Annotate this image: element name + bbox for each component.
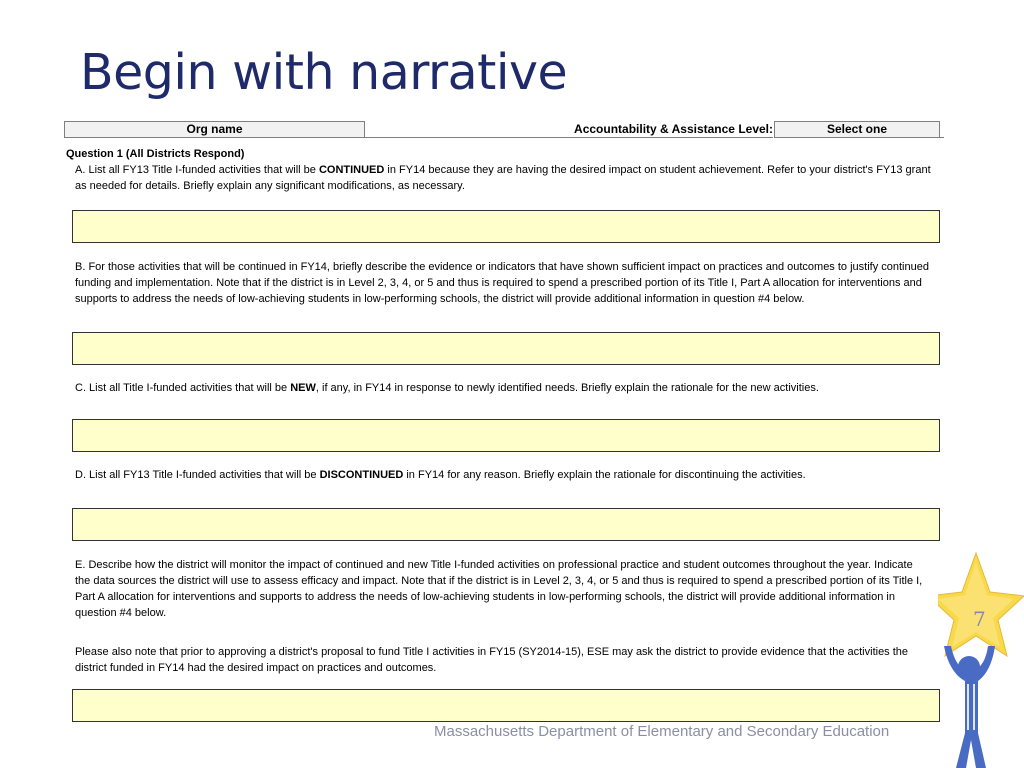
- slide-title: Begin with narrative: [80, 44, 568, 101]
- header-divider: [940, 137, 944, 138]
- footer-text: Massachusetts Department of Elementary and Secondary Education: [434, 723, 890, 740]
- answer-box-a[interactable]: [72, 210, 940, 243]
- level-select[interactable]: Select one: [774, 121, 940, 138]
- question-b-text: B. For those activities that will be continued in FY14, briefly describe the evidence or indicators that have shown sufficient impact on practices and outcomes to justify continued funding and implementation. Note that if the district is in Level 2, 3, 4, or 5 and thus is required to spend a prescribed portion of its Title I, Part A allocation for interventions and supports to address the needs of low-achieving students in low-performing schools, the district will provide additional information in question #4 below.: [75, 261, 929, 305]
- question-note-text: Please also note that prior to approving a district's proposal to fund Title I activities in FY15 (SY2014-15), ESE may ask the district to provide evidence that the activities the district funded in FY14 had the desired impact on practices and outcomes.: [75, 646, 909, 674]
- question-c-text: C. List all Title I-funded activities that will be NEW, if any, in FY14 in response to newly identified needs. Briefly explain the rationale for the new activities.: [75, 382, 819, 394]
- page-number: 7: [973, 607, 986, 631]
- answer-box-d[interactable]: [72, 508, 940, 541]
- form-header: [64, 121, 944, 138]
- question-heading: Question 1 (All Districts Respond): [66, 148, 245, 160]
- question-a-text: A. List all FY13 Title I-funded activities that will be CONTINUED in FY14 because they are having the desired impact on student achievement. Refer to your district's FY13 grant as needed for details. Briefly explain any significant modifications, as necessary.: [75, 164, 931, 192]
- accountability-label: Accountability & Assistance Level:: [364, 121, 773, 138]
- answer-box-b[interactable]: [72, 332, 940, 365]
- org-name-field[interactable]: Org name: [64, 121, 365, 138]
- question-d-text: D. List all FY13 Title I-funded activities that will be DISCONTINUED in FY14 for any reason. Briefly explain the rationale for discontinuing the activities.: [75, 469, 806, 481]
- star-figure-icon: [938, 548, 1024, 768]
- answer-box-e[interactable]: [72, 689, 940, 722]
- answer-box-c[interactable]: [72, 419, 940, 452]
- question-e-text: E. Describe how the district will monitor the impact of continued and new Title I-funded activities on professional practice and student outcomes throughout the year. Indicate the data sources the district will use to assess efficacy and impact. Note that if the district is in Level 2, 3, 4, or 5 and thus is required to spend a prescribed portion of its Title I, Part A allocation for interventions and supports to address the needs of low-achieving students in low-performing schools, the district will provide additional information in question #4 below.: [75, 559, 923, 619]
